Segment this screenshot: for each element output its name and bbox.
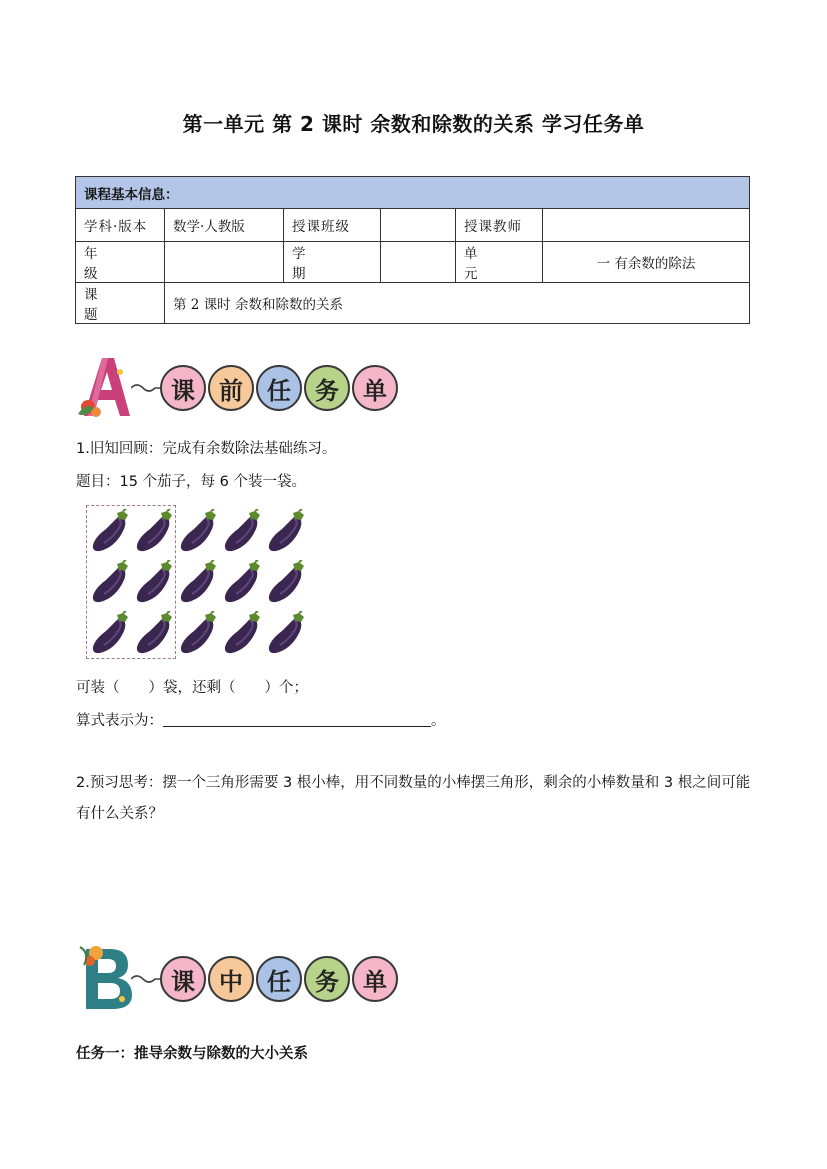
class-value — [381, 209, 456, 242]
subject-label: 学科·版本 — [76, 209, 165, 242]
formula-prefix: 算式表示为： — [76, 713, 163, 729]
eggplant-icon — [266, 560, 306, 604]
eggplant-icon — [222, 509, 262, 553]
topic-label: 课 题 — [76, 283, 165, 324]
pre-class-banner — [76, 352, 416, 422]
term-label: 学 期 — [284, 242, 381, 283]
term-value — [381, 242, 456, 283]
eggplant-grid — [86, 505, 316, 663]
banner-b-bubble-2: 任 — [256, 956, 302, 1002]
grade-value — [165, 242, 284, 283]
eggplant-icon — [178, 611, 218, 655]
page-title: 第一单元 第 2 课时 余数和除数的关系 学习任务单 — [182, 112, 645, 136]
eggplant-icon — [178, 509, 218, 553]
q1-answer-line: 可装（ ）袋，还剩（ ）个； — [76, 680, 308, 696]
connector-icon — [131, 973, 161, 985]
in-class-banner — [76, 943, 416, 1013]
course-info-table — [75, 176, 750, 324]
table-header: 课程基本信息： — [76, 177, 750, 209]
eggplant-icon — [134, 611, 174, 655]
q2-text: 2.预习思考：摆一个三角形需要 3 根小棒，用不同数量的小棒摆三角形，剩余的小棒数量和 3 根之间可能有什么关系？ — [76, 775, 751, 822]
formula-blank[interactable] — [163, 712, 431, 727]
unit-value: 一 有余数的除法 — [543, 242, 750, 283]
eggplant-icon — [222, 611, 262, 655]
letter-a-icon — [76, 352, 136, 422]
formula-row — [76, 709, 446, 730]
eggplant-icon — [134, 509, 174, 553]
grade-label: 年 级 — [76, 242, 165, 283]
banner-a-bubble-2: 任 — [256, 365, 302, 411]
q1-heading: 1.旧知回顾：完成有余数除法基础练习。 — [76, 441, 337, 457]
banner-b-bubble-3: 务 — [304, 956, 350, 1002]
eggplant-icon — [90, 560, 130, 604]
banner-a-bubble-3: 务 — [304, 365, 350, 411]
banner-a-bubble-1: 前 — [208, 365, 254, 411]
banner-b-bubble-4: 单 — [352, 956, 398, 1002]
banner-b-bubble-0: 课 — [160, 956, 206, 1002]
eggplant-icon — [178, 560, 218, 604]
banner-a-bubble-0: 课 — [160, 365, 206, 411]
banner-a-bubble-4: 单 — [352, 365, 398, 411]
connector-icon — [131, 382, 161, 394]
teacher-value — [543, 209, 750, 242]
task1-heading: 任务一：推导余数与除数的大小关系 — [76, 1046, 308, 1062]
eggplant-icon — [266, 509, 306, 553]
eggplant-icon — [90, 611, 130, 655]
class-label: 授课班级 — [284, 209, 381, 242]
eggplant-icon — [90, 509, 130, 553]
letter-b-icon — [76, 943, 136, 1013]
eggplant-icon — [266, 611, 306, 655]
unit-label: 单 元 — [456, 242, 543, 283]
teacher-label: 授课教师 — [456, 209, 543, 242]
banner-b-bubble-1: 中 — [208, 956, 254, 1002]
eggplant-icon — [134, 560, 174, 604]
formula-suffix: 。 — [431, 713, 446, 729]
eggplant-icon — [222, 560, 262, 604]
subject-value: 数学·人教版 — [165, 209, 284, 242]
q1-problem: 题目：15 个茄子，每 6 个装一袋。 — [76, 474, 307, 490]
topic-value: 第 2 课时 余数和除数的关系 — [165, 283, 750, 324]
